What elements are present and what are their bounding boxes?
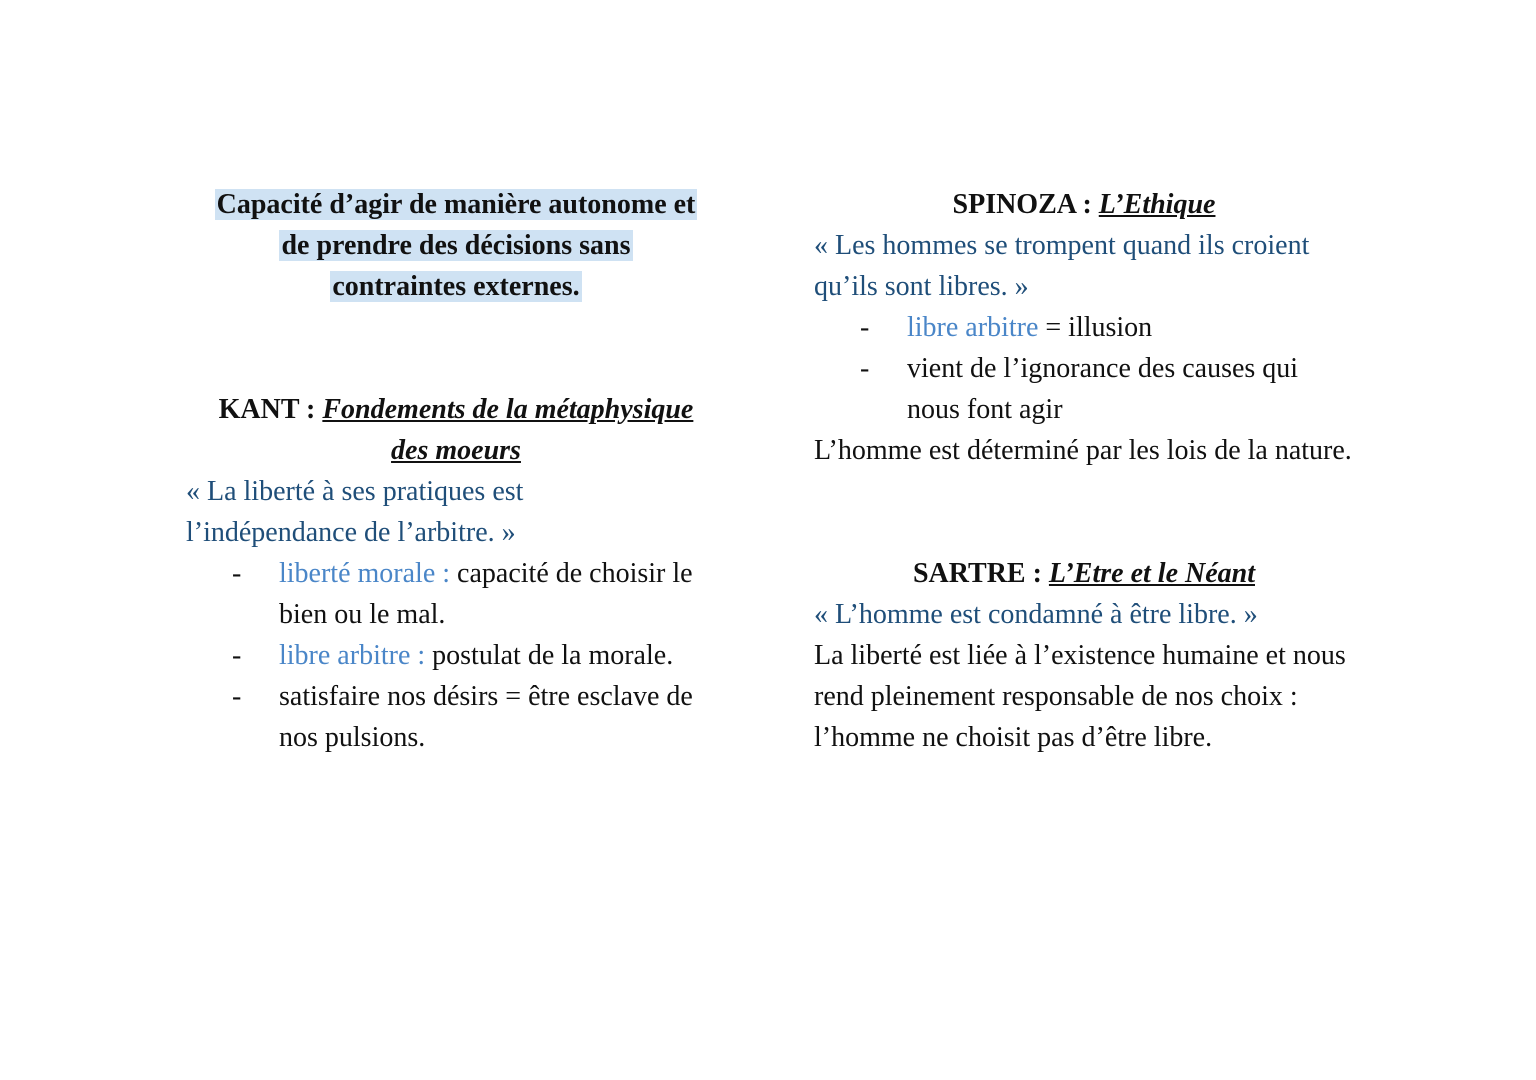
kant-author: KANT : <box>218 394 323 425</box>
kant-section <box>186 389 726 758</box>
kant-work-line-2: des moeurs <box>391 435 521 466</box>
kant-quote-line-2: l’indépendance de l’arbitre. » <box>186 517 516 548</box>
definition-block <box>186 184 726 307</box>
sartre-work: L’Etre et le Néant <box>1048 558 1255 589</box>
spinoza-section <box>814 184 1354 471</box>
list-text: vient de l’ignorance des causes qui nous font agir <box>907 353 1299 425</box>
list-text: capacité de choisir le bien ou le mal. <box>279 558 693 630</box>
definition-line-3: contraintes externes. <box>332 271 580 302</box>
list-bullet: - <box>232 681 242 712</box>
list-bullet: - <box>232 640 242 671</box>
list-text: satisfaire nos désirs = être esclave de nos pulsions. <box>279 681 693 753</box>
sartre-quote: « L’homme est condamné à être libre. » <box>814 599 1258 630</box>
list-bullet: - <box>860 353 870 384</box>
list-bullet: - <box>860 312 870 343</box>
list-item <box>814 307 1354 348</box>
sartre-author: SARTRE : <box>912 558 1049 589</box>
sartre-section <box>814 553 1354 758</box>
sartre-text: La liberté est liée à l’existence humaine et nous rend pleinement responsable de nos choix : l’homme ne choisit pas d’être libre. <box>814 640 1346 753</box>
kant-quote <box>186 471 726 553</box>
spinoza-author: SPINOZA : <box>952 189 1099 220</box>
list-item <box>814 348 1354 430</box>
list-item <box>186 676 726 758</box>
kant-list <box>186 553 726 758</box>
spinoza-work: L’Ethique <box>1098 189 1216 220</box>
kant-work-line-1: Fondements de la métaphysique <box>322 394 694 425</box>
right-column <box>814 184 1354 758</box>
definition-line-1: Capacité d’agir de manière autonome et <box>216 189 696 220</box>
spinoza-list <box>814 307 1354 430</box>
list-term: libre arbitre : <box>279 640 433 671</box>
list-item <box>186 553 726 635</box>
list-term: libre arbitre <box>907 312 1039 343</box>
list-term: liberté morale : <box>279 558 458 589</box>
left-column <box>186 184 726 758</box>
kant-heading <box>186 389 726 471</box>
spinoza-heading <box>814 184 1354 225</box>
list-item <box>186 635 726 676</box>
definition-line-2: de prendre des décisions sans <box>281 230 631 261</box>
list-text: postulat de la morale. <box>432 640 674 671</box>
list-bullet: - <box>232 558 242 589</box>
kant-quote-line-1: « La liberté à ses pratiques est <box>186 476 524 507</box>
list-text: = illusion <box>1038 312 1153 343</box>
spinoza-conclusion: L’homme est déterminé par les lois de la nature. <box>814 435 1352 466</box>
sartre-heading <box>814 553 1354 594</box>
spinoza-quote: « Les hommes se trompent quand ils croient qu’ils sont libres. » <box>814 230 1310 302</box>
